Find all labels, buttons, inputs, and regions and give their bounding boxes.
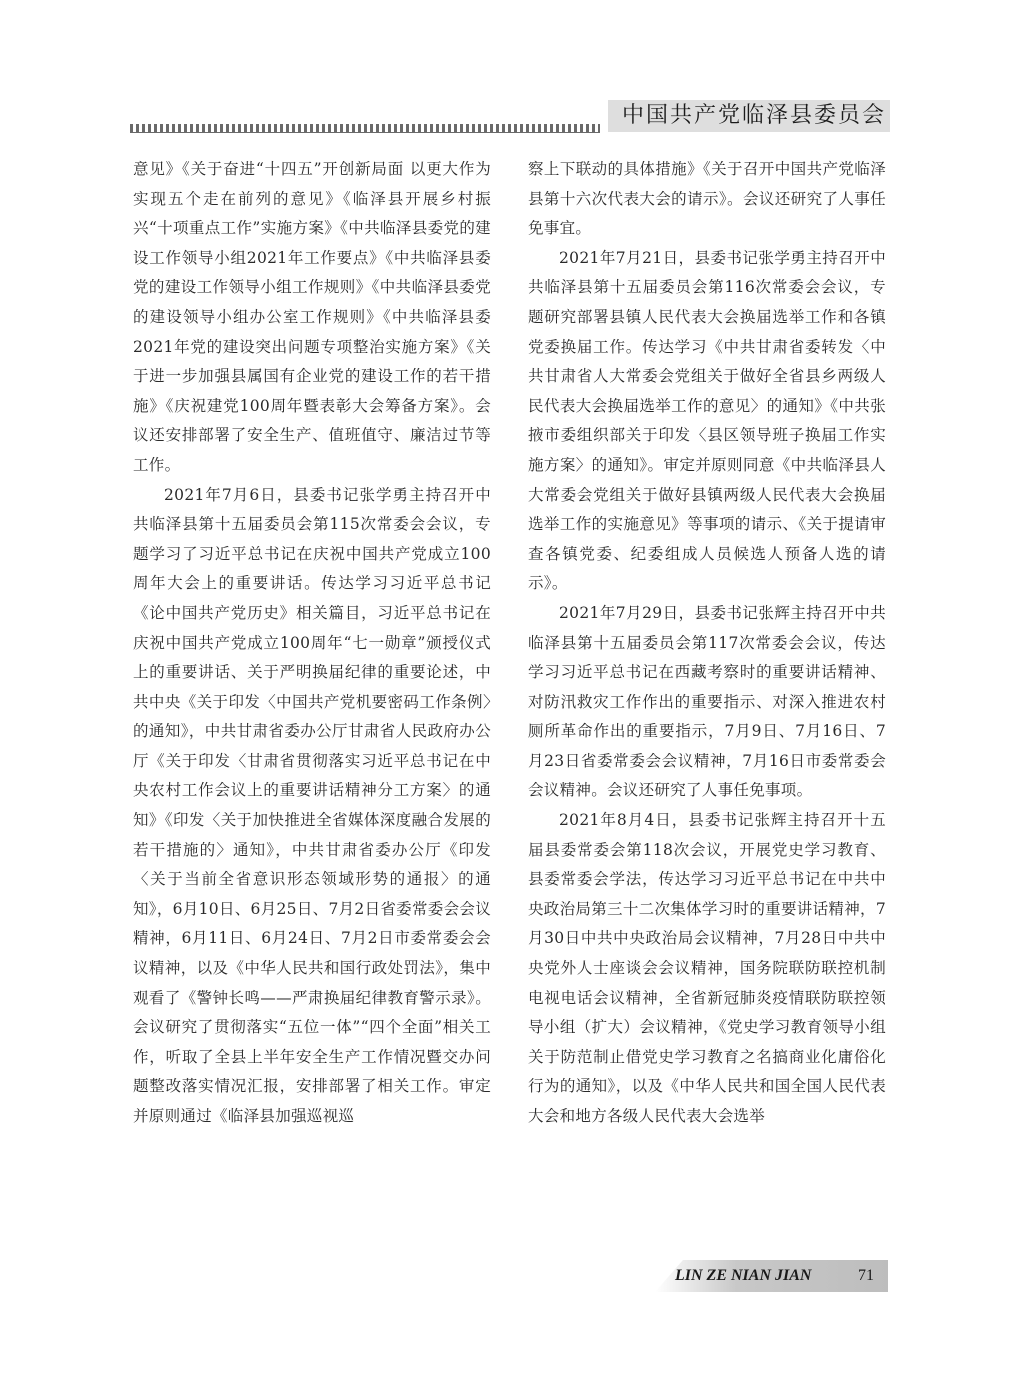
paragraph: 2021年8月4日，县委书记张辉主持召开十五届县委常委会第118次会议，开展党史学习教育、县委常委会学法，传达学习习近平总书记在中共中央政治局第三十二次集体学习时的重要讲话精神，7月30日中共中央政治局会议精神，7月28日中共中央党外人士座谈会会议精神，国务院联防联控机制电视电话会议精神，全省新冠肺炎疫情联防联控领导小组（扩大）会议精神，《党史学习教育领导小组关于防范制止借党史学习教育之名搞商业化庸俗化行为的通知》，以及《中华人民共和国全国人民代表大会和地方各级人民代表大会选举	[528, 811, 886, 1125]
header-title: 中国共产党临泽县委员会	[608, 100, 890, 132]
left-column	[133, 155, 491, 1132]
paragraph: 2021年7月29日，县委书记张辉主持召开中共临泽县第十五届委员会第117次常委会会议，传达学习习近平总书记在西藏考察时的重要讲话精神、对防汛救灾工作作出的重要指示、对深入推进农村厕所革命作出的重要指示，7月9日、7月16日、7月23日省委常委会会议精神，7月16日市委常委会会议精神。会议还研究了人事任免事项。	[528, 603, 886, 800]
paragraph: 2021年7月6日，县委书记张学勇主持召开中共临泽县第十五届委员会第115次常委会会议，专题学习了习近平总书记在庆祝中国共产党成立100周年大会上的重要讲话。传达学习习近平总书记《论中国共产党历史》相关篇目，习近平总书记在庆祝中国共产党成立100周年“七一勋章”颁授仪式上的重要讲话、关于严明换届纪律的重要论述，中共中央《关于印发〈中国共产党机要密码工作条例〉的通知》，中共甘肃省委办公厅甘肃省人民政府办公厅《关于印发〈甘肃省贯彻落实习近平总书记在中央农村工作会议上的重要讲话精神分工方案〉的通知》《印发〈关于加快推进全省媒体深度融合发展的若干措施的〉通知》，中共甘肃省委办公厅《印发〈关于当前全省意识形态领域形势的通报〉的通知》，6月10日、6月25日、7月2日省委常委会会议精神，6月11日、6月24日、7月2日市委常委会会议精神，以及《中华人民共和国行政处罚法》，集中观看了《警钟长鸣——严肃换届纪律教育警示录》。会议研究了贯彻落实“五位一体”“四个全面”相关工作，听取了全县上半年安全生产工作情况暨交办问题整改落实情况汇报，安排部署了相关工作。审定并原则通过《临泽县加强巡视巡	[133, 485, 491, 1125]
paragraph: 意见》《关于奋进“十四五”开创新局面 以更大作为实现五个走在前列的意见》《临泽县开展乡村振兴“十项重点工作”实施方案》《中共临泽县委党的建设工作领导小组2021年工作要点》《中共临泽县委党的建设工作领导小组工作规则》《中共临泽县委党的建设领导小组办公室工作规则》《中共临泽县委2021年党的建设突出问题专项整治实施方案》《关于进一步加强县属国有企业党的建设工作的若干措施》《庆祝建党100周年暨表彰大会筹备方案》。会议还安排部署了安全生产、值班值守、廉洁过节等工作。	[133, 160, 491, 474]
paragraph: 2021年7月21日，县委书记张学勇主持召开中共临泽县第十五届委员会第116次常委会会议，专题研究部署县镇人民代表大会换届选举工作和各镇党委换届工作。传达学习《中共甘肃省委转发〈中共甘肃省人大常委会党组关于做好全省县乡两级人民代表大会换届选举工作的意见〉的通知》《中共张掖市委组织部关于印发〈县区领导班子换届工作实施方案〉的通知》。审定并原则同意《中共临泽县人大常委会党组关于做好县镇两级人民代表大会换届选举工作的实施意见》等事项的请示、《关于提请审查各镇党委、纪委组成人员候选人预备人选的请示》。	[528, 248, 886, 593]
page-number: 71	[858, 1267, 874, 1284]
journal-name: LIN ZE NIAN JIAN	[675, 1267, 812, 1284]
paragraph: 察上下联动的具体措施》《关于召开中国共产党临泽县第十六次代表大会的请示》。会议还研究了人事任免事宜。	[528, 160, 886, 238]
running-header	[130, 100, 890, 134]
right-column	[528, 155, 886, 1132]
header-rule	[130, 124, 600, 133]
